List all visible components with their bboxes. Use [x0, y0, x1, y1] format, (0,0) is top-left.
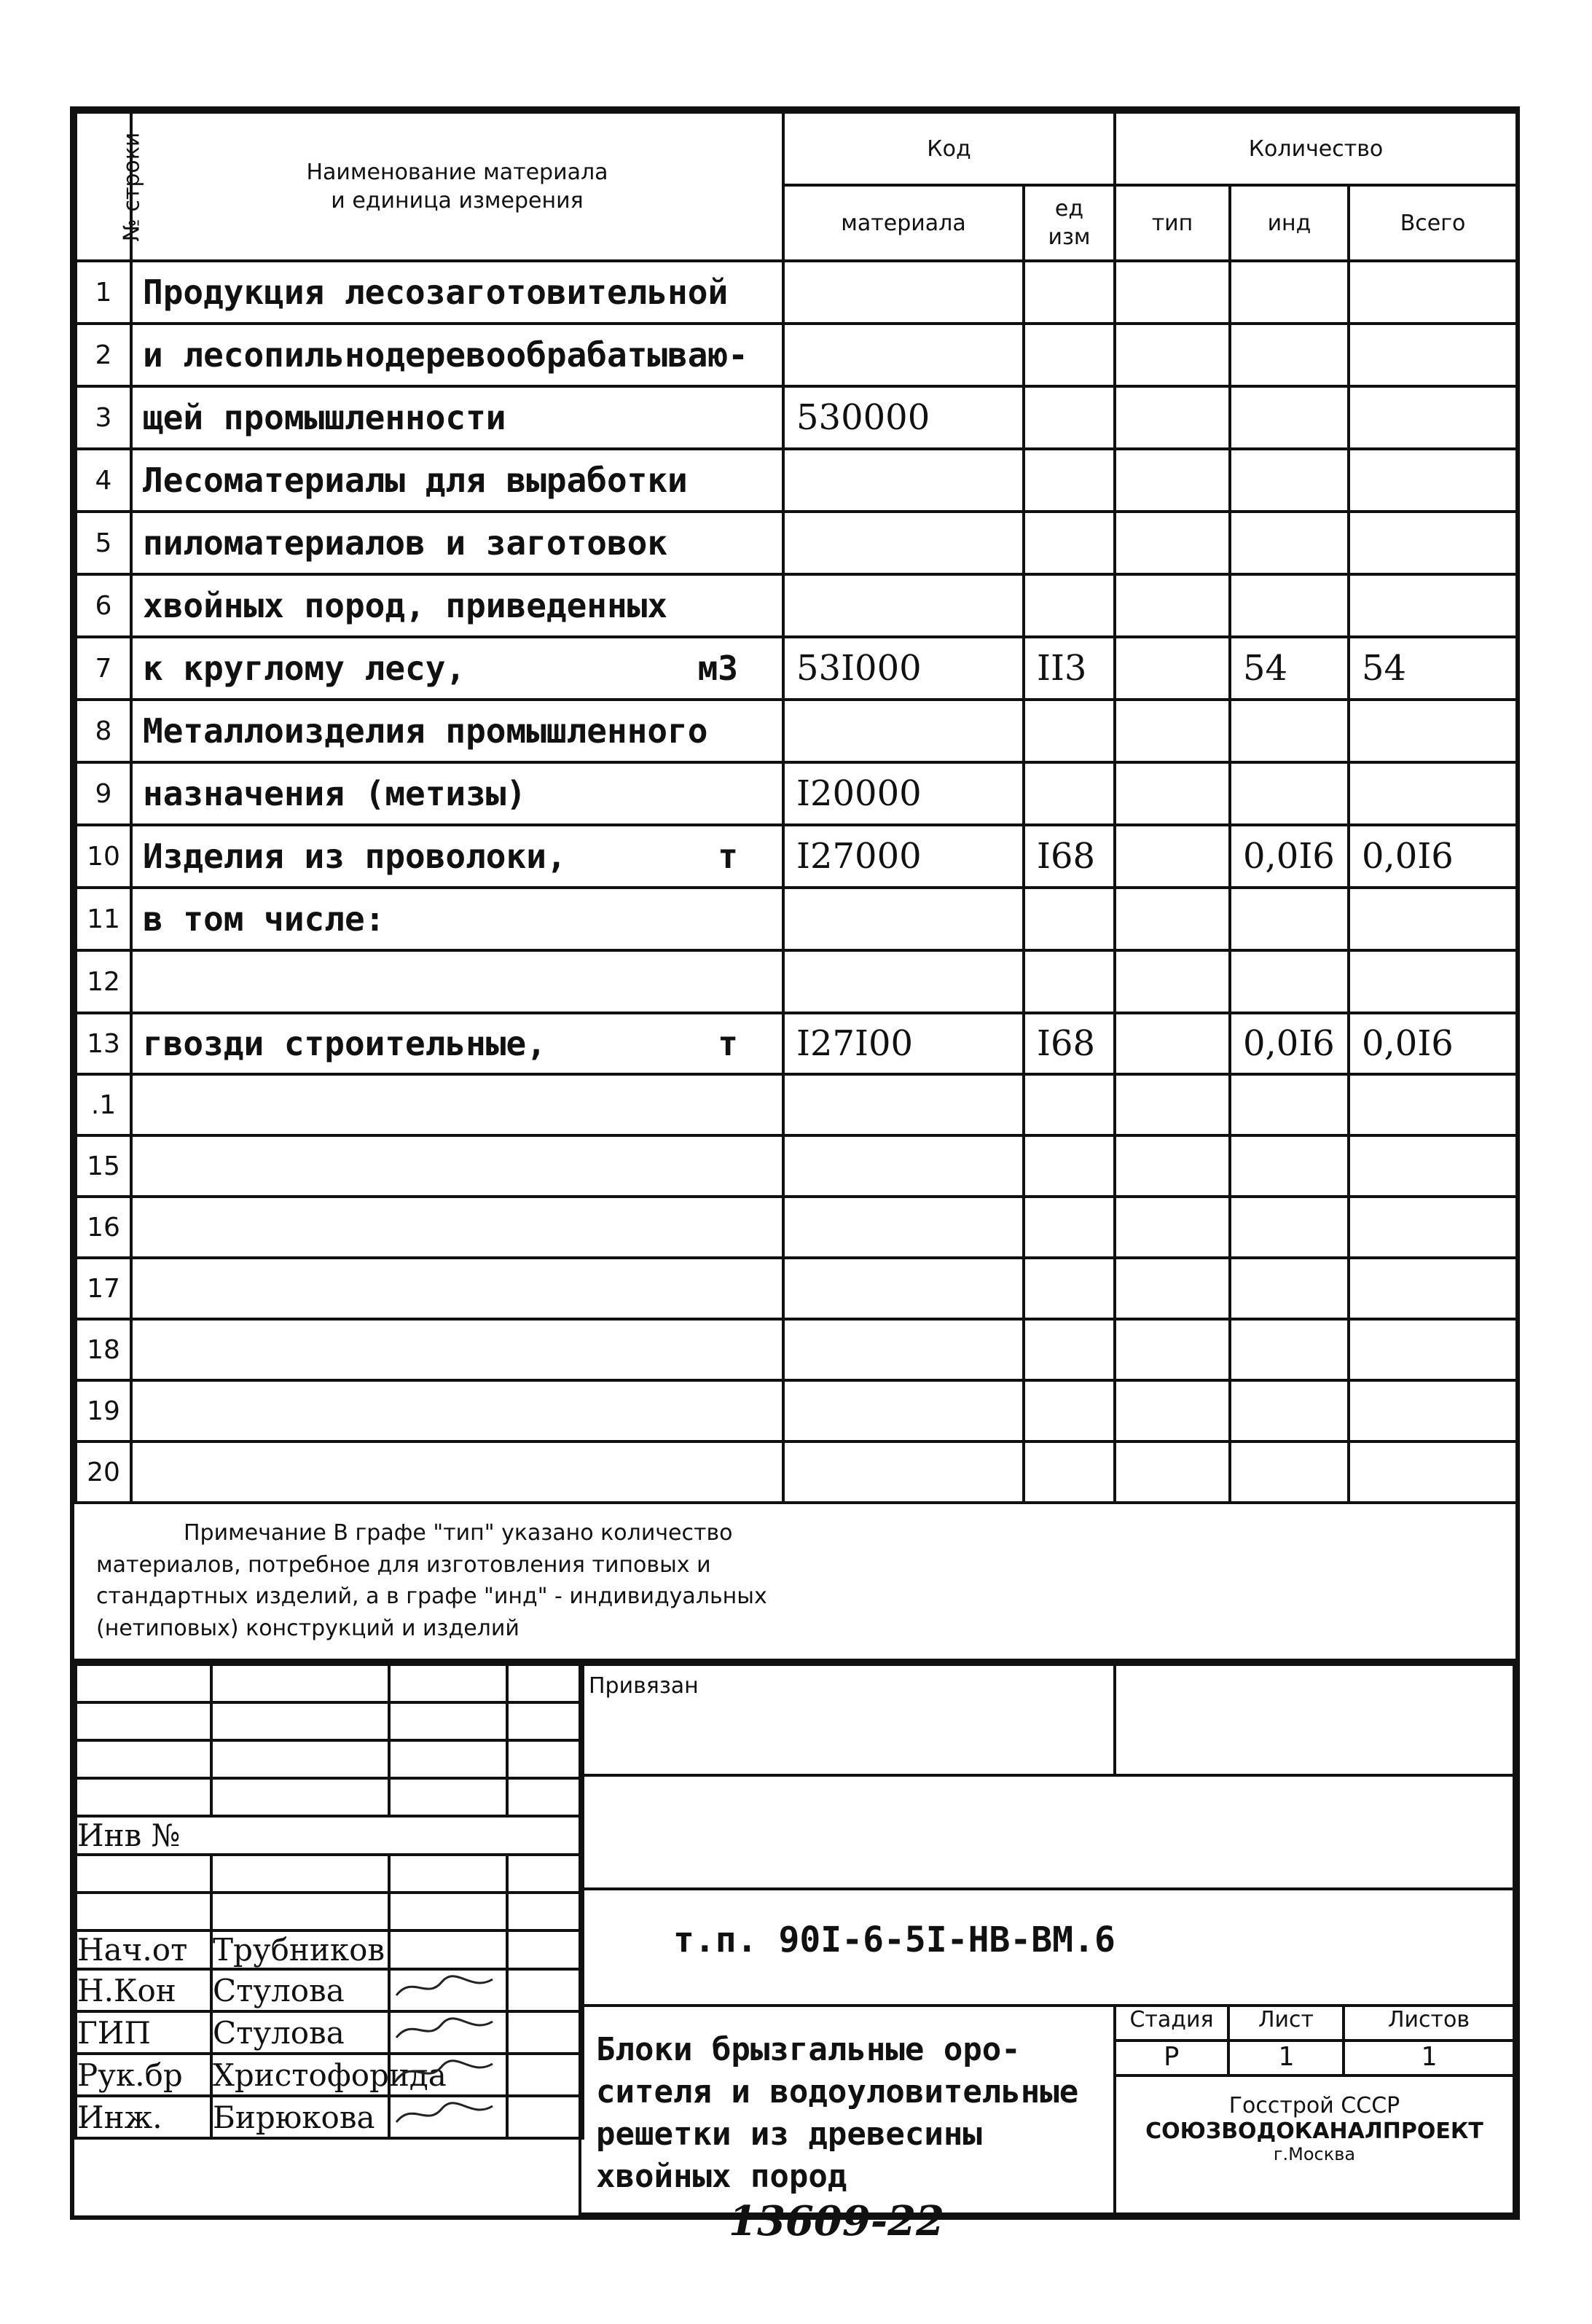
table-row: [76, 1441, 1517, 1503]
unit-code: [1024, 1441, 1115, 1503]
org-line-2: СОЮЗВОДОКАНАЛПРОЕКТ: [1145, 2118, 1483, 2144]
header-code-group: Код: [783, 112, 1115, 185]
material-name: [131, 1380, 783, 1441]
material-code: [783, 950, 1024, 1013]
qty-total: [1349, 574, 1517, 637]
material-code: [783, 512, 1024, 574]
date-cell: [507, 2054, 583, 2096]
material-code: I20000: [783, 762, 1024, 825]
table-row: [76, 762, 1517, 825]
row-number: 16: [76, 1197, 131, 1258]
qty-ind: [1230, 386, 1349, 449]
header-code-unit: ед изм: [1024, 185, 1115, 261]
qty-type: [1115, 1319, 1230, 1380]
qty-type: [1115, 1013, 1230, 1074]
unit-code: [1024, 261, 1115, 324]
qty-type: [1115, 1380, 1230, 1441]
qty-ind: [1230, 1074, 1349, 1135]
title-line-4: хвойных пород: [596, 2158, 847, 2195]
header-quantity-group: Количество: [1115, 112, 1517, 185]
qty-total: [1349, 386, 1517, 449]
table-row: [76, 1380, 1517, 1441]
qty-type: [1115, 261, 1230, 324]
unit-code: [1024, 512, 1115, 574]
material-name: [131, 1074, 783, 1135]
qty-total: [1349, 449, 1517, 512]
material-code: [783, 1074, 1024, 1135]
qty-type: [1115, 512, 1230, 574]
qty-type: [1115, 1135, 1230, 1197]
header-row-number: № строки: [76, 112, 131, 261]
inventory-number: Инв №: [76, 1816, 583, 1855]
qty-total: [1349, 950, 1517, 1013]
table-row: [76, 449, 1517, 512]
unit-code: [1024, 1319, 1115, 1380]
staff-role: ГИП: [76, 2011, 211, 2054]
qty-type: [1115, 574, 1230, 637]
header-code-material: материала: [783, 185, 1024, 261]
sheet-value: 1: [1227, 2039, 1345, 2077]
title-line-3: решетки из древесины: [596, 2116, 982, 2153]
material-name: в том числе:: [131, 888, 783, 950]
signature-scribble: [391, 2097, 500, 2129]
unit-code: [1024, 1197, 1115, 1258]
qty-total: [1349, 762, 1517, 825]
material-name: пиломатериалов и заготовок: [131, 512, 783, 574]
qty-ind: [1230, 1380, 1349, 1441]
material-name: [131, 1197, 783, 1258]
stage-value: Р: [1113, 2039, 1230, 2077]
qty-ind: [1230, 261, 1349, 324]
material-name: [131, 1319, 783, 1380]
header-material-name: Наименование материала и единица измерения: [131, 112, 783, 261]
qty-total: [1349, 1258, 1517, 1319]
unit-code: [1024, 1135, 1115, 1197]
qty-ind: [1230, 888, 1349, 950]
qty-type: [1115, 1074, 1230, 1135]
material-code: 530000: [783, 386, 1024, 449]
unit-code: [1024, 950, 1115, 1013]
document-sheet: [70, 106, 1520, 2220]
staff-role: Инж.: [76, 2096, 211, 2138]
unit-code: [1024, 888, 1115, 950]
stamp-left-grid: [74, 1663, 584, 2140]
staff-role: Н.Кон: [76, 1969, 211, 2011]
date-cell: [507, 2096, 583, 2138]
table-row: [76, 950, 1517, 1013]
row-number: .1: [76, 1074, 131, 1135]
unit-code: [1024, 1258, 1115, 1319]
header-qty-ind: инд: [1230, 185, 1349, 261]
qty-type: [1115, 324, 1230, 386]
table-row: [76, 574, 1517, 637]
staff-row: [76, 1930, 583, 1969]
qty-type: [1115, 700, 1230, 762]
signature: [389, 2054, 507, 2096]
table-row: [76, 324, 1517, 386]
material-code: [783, 1197, 1024, 1258]
signature: [389, 2011, 507, 2054]
material-code: [783, 700, 1024, 762]
staff-name: Стулова: [211, 2011, 389, 2054]
sheets-value: 1: [1342, 2039, 1515, 2077]
title-block: [74, 1663, 1515, 2215]
table-row: [76, 1197, 1517, 1258]
privyazan-side-box: [1113, 1663, 1515, 1777]
table-row: [76, 261, 1517, 324]
qty-total: [1349, 261, 1517, 324]
qty-type: [1115, 449, 1230, 512]
qty-total: 0,0I6: [1349, 1013, 1517, 1074]
material-code: I27I00: [783, 1013, 1024, 1074]
org-line-1: Госстрой СССР: [1228, 2093, 1400, 2118]
row-number: 5: [76, 512, 131, 574]
qty-total: [1349, 324, 1517, 386]
signature-scribble: [391, 2013, 500, 2045]
qty-total: [1349, 1135, 1517, 1197]
material-code: [783, 1258, 1024, 1319]
qty-total: 0,0I6: [1349, 825, 1517, 888]
material-name: и лесопильнодеревообрабатываю-: [131, 324, 783, 386]
qty-ind: [1230, 1441, 1349, 1503]
table-row: [76, 888, 1517, 950]
table-row: [76, 825, 1517, 888]
row-number: 12: [76, 950, 131, 1013]
qty-total: 54: [1349, 637, 1517, 700]
table-row: [76, 1319, 1517, 1380]
qty-ind: [1230, 1197, 1349, 1258]
title-line-1: Блоки брызгальные оро-: [596, 2031, 1021, 2068]
qty-ind: [1230, 1258, 1349, 1319]
unit-code: [1024, 574, 1115, 637]
qty-type: [1115, 1441, 1230, 1503]
org-line-3: г.Москва: [1273, 2144, 1356, 2164]
staff-row: [76, 2054, 583, 2096]
material-code: [783, 1441, 1024, 1503]
material-code: 53I000: [783, 637, 1024, 700]
material-code: [783, 574, 1024, 637]
staff-name: Стулова: [211, 1969, 389, 2011]
row-number: 10: [76, 825, 131, 888]
qty-type: [1115, 762, 1230, 825]
staff-role: Рук.бр: [76, 2054, 211, 2096]
qty-ind: 0,0I6: [1230, 1013, 1349, 1074]
header-qty-type: тип: [1115, 185, 1230, 261]
unit-code: [1024, 324, 1115, 386]
qty-ind: [1230, 950, 1349, 1013]
material-name: щей промышленности: [131, 386, 783, 449]
row-number: 17: [76, 1258, 131, 1319]
qty-ind: [1230, 449, 1349, 512]
material-code: I27000: [783, 825, 1024, 888]
doc-code: т.п. 90I-6-5I-НВ-ВМ.6: [673, 1920, 1115, 1960]
table-row: [76, 1135, 1517, 1197]
row-number: 8: [76, 700, 131, 762]
unit-code: [1024, 762, 1115, 825]
table-row: [76, 637, 1517, 700]
unit-code: II3: [1024, 637, 1115, 700]
title-box: [579, 2004, 1116, 2215]
unit-code: [1024, 1380, 1115, 1441]
date-cell: [507, 1930, 583, 1969]
row-number: 6: [76, 574, 131, 637]
stamp-right-area: [579, 1663, 1515, 2215]
row-number: 20: [76, 1441, 131, 1503]
unit-code: [1024, 386, 1115, 449]
qty-ind: [1230, 700, 1349, 762]
materials-table: [74, 111, 1518, 1504]
row-number: 9: [76, 762, 131, 825]
qty-ind: [1230, 1135, 1349, 1197]
qty-total: [1349, 1074, 1517, 1135]
material-name: [131, 1258, 783, 1319]
qty-type: [1115, 1197, 1230, 1258]
qty-ind: 54: [1230, 637, 1349, 700]
qty-total: [1349, 1319, 1517, 1380]
staff-name: Трубников: [211, 1930, 389, 1969]
title-line-2: сителя и водоуловительные: [596, 2073, 1079, 2110]
table-row: [76, 1013, 1517, 1074]
date-cell: [507, 1969, 583, 2011]
qty-type: [1115, 386, 1230, 449]
material-name: хвойных пород, приведенных: [131, 574, 783, 637]
staff-row: [76, 2011, 583, 2054]
qty-type: [1115, 825, 1230, 888]
stage-label: Стадия: [1113, 2004, 1230, 2042]
sheets-label: Листов: [1342, 2004, 1515, 2042]
table-row: [76, 386, 1517, 449]
row-number: 2: [76, 324, 131, 386]
material-code: [783, 1135, 1024, 1197]
qty-total: [1349, 888, 1517, 950]
unit-code: I68: [1024, 825, 1115, 888]
qty-ind: [1230, 324, 1349, 386]
material-name: Металлоизделия промышленного: [131, 700, 783, 762]
row-number: 4: [76, 449, 131, 512]
material-name: Продукция лесозаготовительной: [131, 261, 783, 324]
date-cell: [507, 2011, 583, 2054]
unit-code: [1024, 449, 1115, 512]
qty-total: [1349, 1380, 1517, 1441]
material-code: [783, 888, 1024, 950]
organization-box: [1113, 2074, 1515, 2215]
material-code: [783, 261, 1024, 324]
material-name: назначения (метизы): [131, 762, 783, 825]
archive-number: 13609-22: [729, 2197, 944, 2245]
material-name: гвозди строительные, т: [131, 1013, 783, 1074]
qty-type: [1115, 637, 1230, 700]
row-number: 15: [76, 1135, 131, 1197]
qty-ind: 0,0I6: [1230, 825, 1349, 888]
qty-ind: [1230, 762, 1349, 825]
qty-ind: [1230, 574, 1349, 637]
signature-scribble: [391, 2055, 500, 2087]
header-qty-total: Всего: [1349, 185, 1517, 261]
table-row: [76, 1074, 1517, 1135]
staff-name: Христофорида: [211, 2054, 389, 2096]
row-number: 1: [76, 261, 131, 324]
blank-box: [579, 1774, 1515, 1890]
table-row: [76, 1258, 1517, 1319]
qty-type: [1115, 950, 1230, 1013]
material-name: [131, 1135, 783, 1197]
row-number: 13: [76, 1013, 131, 1074]
qty-total: [1349, 1441, 1517, 1503]
material-name: [131, 950, 783, 1013]
staff-row: [76, 2096, 583, 2138]
signature-scribble: [391, 1971, 500, 2003]
qty-ind: [1230, 512, 1349, 574]
qty-total: [1349, 1197, 1517, 1258]
staff-row: [76, 1969, 583, 2011]
unit-code: [1024, 1074, 1115, 1135]
staff-name: Бирюкова: [211, 2096, 389, 2138]
material-name: Изделия из проволоки, т: [131, 825, 783, 888]
qty-total: [1349, 700, 1517, 762]
qty-total: [1349, 512, 1517, 574]
signature: [389, 1930, 507, 1969]
material-code: [783, 1319, 1024, 1380]
material-code: [783, 449, 1024, 512]
staff-role: Нач.от: [76, 1930, 211, 1969]
material-name: к круглому лесу, м3: [131, 637, 783, 700]
sheet-label: Лист: [1227, 2004, 1345, 2042]
row-number: 7: [76, 637, 131, 700]
signature: [389, 1969, 507, 2011]
qty-type: [1115, 888, 1230, 950]
row-number: 19: [76, 1380, 131, 1441]
privyazan-box: Привязан: [579, 1663, 1116, 1777]
material-code: [783, 1380, 1024, 1441]
unit-code: I68: [1024, 1013, 1115, 1074]
signature: [389, 2096, 507, 2138]
qty-ind: [1230, 1319, 1349, 1380]
row-number: 18: [76, 1319, 131, 1380]
material-code: [783, 324, 1024, 386]
doc-code-box: [579, 1887, 1515, 2007]
material-name: Лесоматериалы для выработки: [131, 449, 783, 512]
row-number: 11: [76, 888, 131, 950]
row-number: 3: [76, 386, 131, 449]
material-name: [131, 1441, 783, 1503]
unit-code: [1024, 700, 1115, 762]
note-text: Примечание В графе "тип" указано количество материалов, потребное для изготовления типовых и стандартных изделий, а в графе "инд" - индивидуальных (нетиповых) конструкций и изделий: [96, 1520, 767, 1641]
qty-type: [1115, 1258, 1230, 1319]
table-row: [76, 512, 1517, 574]
table-row: [76, 700, 1517, 762]
